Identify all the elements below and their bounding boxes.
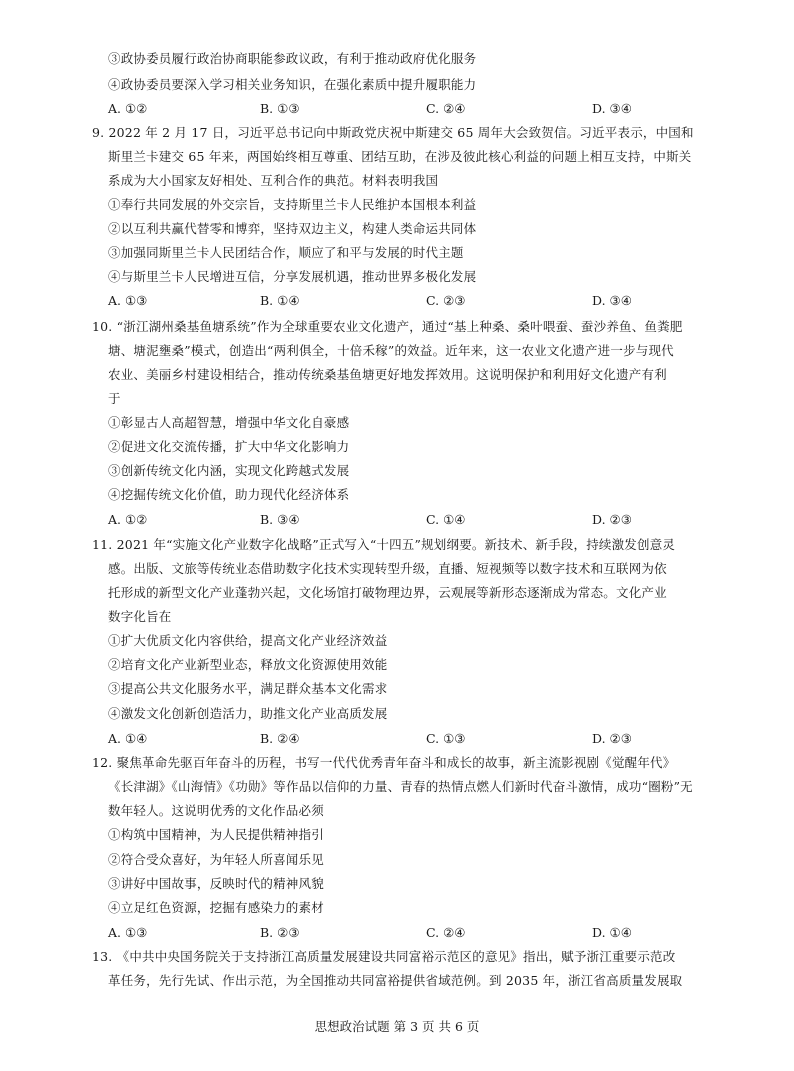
q9-stem-line-1: 9. 2022 年 2 月 17 日，习近平总书记向中斯政党庆祝中斯建交 65 周年大会致贺信。习近平表示，中国和	[92, 125, 694, 140]
q11-option-b: B. ②④	[260, 731, 300, 746]
q9-option-c: C. ②③	[426, 293, 466, 308]
q9-stem-line-2: 斯里兰卡建交 65 年来，两国始终相互尊重、团结互助，在涉及彼此核心利益的问题上相互支持，中斯关	[108, 149, 692, 164]
q10-stem-line-1: 10. “浙江湖州桑基鱼塘系统”作为全球重要农业文化遗产，通过“基上种桑、桑叶喂蚕、蚕沙养鱼、鱼粪肥	[92, 319, 683, 334]
q11-item-1: ①扩大优质文化内容供给，提高文化产业经济效益	[108, 633, 388, 648]
q9-item-2: ②以互利共赢代替零和博弈，坚持双边主义，构建人类命运共同体	[108, 221, 477, 236]
q11-stem-line-2: 感。出版、文旅等传统业态借助数字化技术实现转型升级，直播、短视频等以数字技术和互联网为依	[108, 561, 667, 576]
q11-item-2: ②培育文化产业新型业态，释放文化资源使用效能	[108, 657, 388, 672]
q11-option-a: A. ①④	[108, 731, 148, 746]
page-footer: 思想政治试题 第 3 页 共 6 页	[314, 1019, 480, 1034]
q8-option-b: B. ①③	[260, 101, 300, 116]
q9-item-4: ④与斯里兰卡人民增进互信，分享发展机遇，推动世界多极化发展	[108, 269, 477, 284]
q8-option-a: A. ①②	[108, 101, 148, 116]
q11-option-c: C. ①③	[426, 731, 466, 746]
q12-option-d: D. ①④	[592, 925, 632, 940]
q10-option-a: A. ①②	[108, 512, 148, 527]
q11-item-3: ③提高公共文化服务水平，满足群众基本文化需求	[108, 681, 388, 696]
q10-option-b: B. ③④	[260, 512, 300, 527]
q12-stem-line-3: 数年轻人。这说明优秀的文化作品必须	[108, 803, 324, 818]
q10-stem-line-4: 于	[108, 391, 121, 406]
q9-item-3: ③加强同斯里兰卡人民团结合作，顺应了和平与发展的时代主题	[108, 245, 464, 260]
q10-option-c: C. ①④	[426, 512, 466, 527]
q10-item-1: ①彰显古人高超智慧，增强中华文化自豪感	[108, 415, 350, 430]
q9-item-1: ①奉行共同发展的外交宗旨，支持斯里兰卡人民维护本国根本利益	[108, 197, 477, 212]
q9-option-b: B. ①④	[260, 293, 300, 308]
q10-item-2: ②促进文化交流传播，扩大中华文化影响力	[108, 439, 350, 454]
q13-stem-line-1: 13. 《中共中央国务院关于支持浙江高质量发展建设共同富裕示范区的意见》指出，赋予浙江重要示范改	[92, 949, 676, 964]
q11-stem-line-1: 11. 2021 年“实施文化产业数字化战略”正式写入“十四五”规划纲要。新技术、新手段，持续激发创意灵	[92, 537, 676, 552]
q12-option-a: A. ①③	[108, 925, 148, 940]
q12-stem-line-1: 12. 聚焦革命先驱百年奋斗的历程，书写一代代优秀青年奋斗和成长的故事，新主流影视剧《觉醒年代》	[92, 755, 676, 770]
q12-item-2: ②符合受众喜好，为年轻人所喜闻乐见	[108, 852, 324, 867]
q12-item-1: ①构筑中国精神，为人民提供精神指引	[108, 827, 324, 842]
q12-stem-line-2: 《长津湖》《山海情》《功勋》等作品以信仰的力量、青春的热情点燃人们新时代奋斗激情，成功“圈粉”无	[108, 779, 693, 794]
q12-option-c: C. ②④	[426, 925, 466, 940]
q8-item-3: ③政协委员履行政治协商职能参政议政，有利于推动政府优化服务	[108, 51, 477, 66]
q8-option-d: D. ③④	[592, 101, 632, 116]
q9-option-d: D. ③④	[592, 293, 632, 308]
q9-stem-line-3: 系成为大小国家友好相处、互利合作的典范。材料表明我国	[108, 173, 439, 188]
q12-item-3: ③讲好中国故事，反映时代的精神风貌	[108, 876, 324, 891]
q13-stem-line-2: 革任务，先行先试、作出示范，为全国推动共同富裕提供省域范例。到 2035 年，浙江省高质量发展取	[108, 973, 683, 988]
q10-option-d: D. ②③	[592, 512, 632, 527]
q10-item-4: ④挖掘传统文化价值，助力现代化经济体系	[108, 487, 350, 502]
q11-stem-line-3: 托形成的新型文化产业蓬勃兴起，文化场馆打破物理边界，云观展等新形态逐渐成为常态。文化产业	[108, 585, 667, 600]
q11-item-4: ④激发文化创新创造活力，助推文化产业高质发展	[108, 706, 388, 721]
q8-option-c: C. ②④	[426, 101, 466, 116]
q12-item-4: ④立足红色资源，挖掘有感染力的素材	[108, 900, 324, 915]
q11-option-d: D. ②③	[592, 731, 632, 746]
q10-stem-line-3: 农业、美丽乡村建设相结合，推动传统桑基鱼塘更好地发挥效用。这说明保护和利用好文化遗产有利	[108, 367, 667, 382]
q11-stem-line-4: 数字化旨在	[108, 609, 172, 624]
q10-item-3: ③创新传统文化内涵，实现文化跨越式发展	[108, 463, 350, 478]
q12-option-b: B. ②③	[260, 925, 300, 940]
q9-option-a: A. ①③	[108, 293, 148, 308]
q8-item-4: ④政协委员要深入学习相关业务知识，在强化素质中提升履职能力	[108, 77, 477, 92]
q10-stem-line-2: 塘、塘泥壅桑”模式，创造出“两利俱全，十倍禾稼”的效益。近年来，这一农业文化遗产进一步与现代	[108, 343, 674, 358]
